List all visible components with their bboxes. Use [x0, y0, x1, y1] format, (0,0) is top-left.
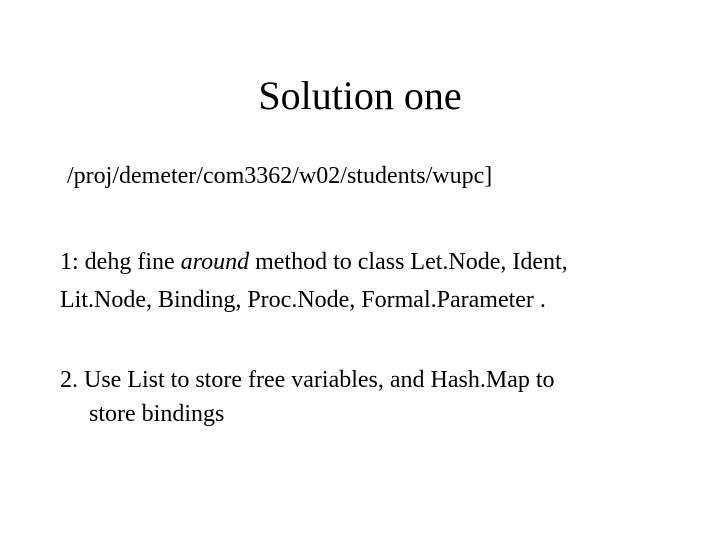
list-item-1-line-1	[60, 243, 700, 281]
list-item-2-line-2: store bindings	[89, 401, 225, 427]
directory-path: /proj/demeter/com3362/w02/students/wupc]	[67, 163, 493, 189]
list-item-1-prefix: 1: dehg fine	[60, 249, 181, 275]
list-item-1-line-2: Lit.Node, Binding, Proc.Node, Formal.Parameter .	[60, 287, 546, 313]
slide-title: Solution one	[258, 73, 462, 118]
list-item-2	[60, 363, 700, 431]
list-item-2-line-1: 2. Use List to store free variables, and Hash.Map to	[60, 367, 555, 393]
list-item-1-suffix: method to class Let.Node, Ident,	[249, 249, 568, 275]
list-item-1	[60, 243, 700, 319]
list-item-1-emphasis: around	[180, 249, 250, 275]
